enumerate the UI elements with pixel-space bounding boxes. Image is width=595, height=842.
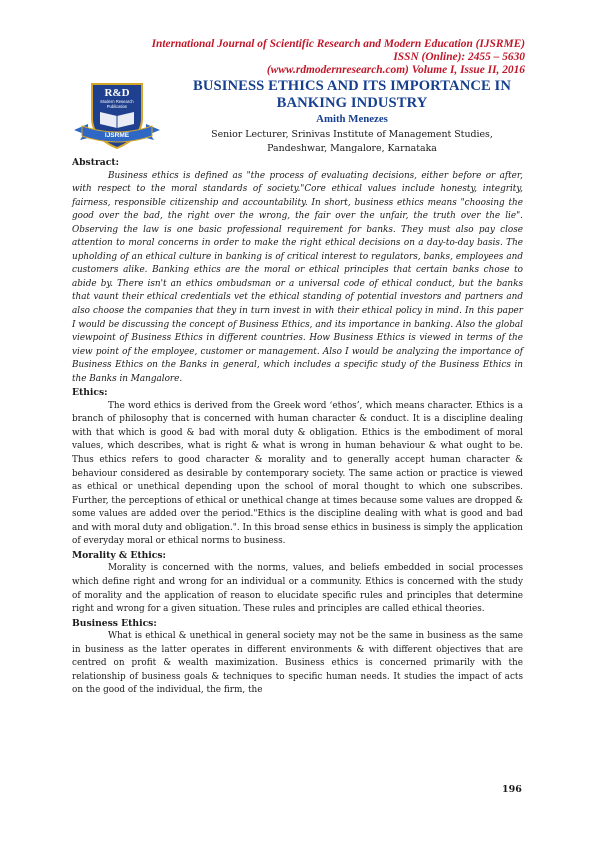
- journal-logo: [70, 78, 164, 152]
- logo-top-text: R&D: [104, 87, 130, 99]
- affiliation-line-2: Pandeshwar, Mangalore, Karnataka: [267, 143, 437, 154]
- morality-heading: Morality & Ethics:: [72, 549, 166, 561]
- logo-sub-text-1: Modern Research: [100, 99, 134, 104]
- paper-title-line-1: BUSINESS ETHICS AND ITS IMPORTANCE IN: [193, 78, 511, 94]
- paper-body: [72, 156, 523, 698]
- business-ethics-paragraph: What is ethical & unethical in general society may not be the same in business as the same in business as the latter operates in different environments & with different objectives that are centred on profit & wealth maximization. Business ethics is concerned primarily with the relationship of business goals & techniques to specific human needs. It studies the impact of acts on the good of the individual, the firm, the: [72, 631, 523, 696]
- logo-ribbon-text: IJSRME: [104, 132, 130, 139]
- abstract-heading: Abstract:: [72, 157, 119, 168]
- business-ethics-heading: Business Ethics:: [72, 617, 157, 629]
- affiliation-line-1: Senior Lecturer, Srinivas Institute of Management Studies,: [211, 129, 493, 140]
- author-name: Amith Menezes: [316, 113, 388, 125]
- journal-header: [105, 38, 525, 78]
- page-number: 196: [502, 784, 522, 795]
- logo-sub-text-2: Publication: [106, 104, 128, 109]
- paper-title: [186, 78, 518, 111]
- ethics-paragraph: The word ethics is derived from the Greek word ‘ethos’, which means character. Ethics is a branch of philosophy that is concerned with human character & conduct. It is a discipline dealing with that which is good & bad with moral duty & obligation. Ethics is the embodiment of moral values, which describes, what is right & what is wrong in human behaviour & what ought to be. Thus ethics refers to good character & morality and to generally accept human character & behaviour considered as desirable by contemporary society. The same action or practice is viewed as ethical or unethical depending upon the school of moral thought to which one subscribes. Further, the perceptions of ethical or unethical change at times because some values are dropped & some values are added over the period."Ethics is the discipline dealing with what is good and bad and with moral duty and obligation.". In this broad sense ethics in business is simply the application of everyday moral or ethical norms to business.: [72, 400, 523, 547]
- logo-emblem: [70, 78, 164, 152]
- journal-issn: ISSN (Online): 2455 – 5630: [393, 51, 525, 64]
- abstract-paragraph: Business ethics is defined as "the process of evaluating decisions, either before or after, with respect to the moral standards of society."Core ethical values include honesty, integrity, fairness, responsible citizenship and accountability. In short, business ethics means "choosing the good over the bad, the right over the wrong, the fair over the unfair, the truth over the lie". Observing the law is one basic professional requirement for banks. They must also pay close attention to moral concerns in order to make the right ethical decisions on a day-to-day basis. The upholding of an ethical culture in banking is of critical interest to regulators, banks, employees and customers alike. Banking ethics are the moral or ethical principles that certain banks chose to abide by. There isn't an ethics ombudsman or a universal code of ethical conduct, but the banks that vaunt their ethical credentials vet the ethical standing of potential investors and partners and also choose the companies that they in turn invest in with their ethical policy in mind. In this paper I would be discussing the concept of Business Ethics, and its importance in banking. Also the global viewpoint of Business Ethics in different countries. How Business Ethics is viewed in terms of the view point of the employee, customer or management. Also I would be analyzing the importance of Business Ethics on the Banks in general, which includes a specific study of the Business Ethics in the Banks in Mangalore.: [72, 170, 523, 384]
- journal-name: International Journal of Scientific Research and Modern Education (IJSRME): [151, 38, 525, 50]
- ethics-heading: Ethics:: [72, 387, 108, 399]
- journal-volume: (www.rdmodernresearch.com) Volume I, Issue II, 2016: [266, 64, 525, 77]
- morality-paragraph: Morality is concerned with the norms, values, and beliefs embedded in social processes which define right and wrong for an individual or a community. Ethics is concerned with the study of morality and the application of reason to elucidate specific rules and principles that determine right and wrong for a given situation. These rules and principles are called ethical theories.: [72, 563, 523, 615]
- paper-title-line-2: BANKING INDUSTRY: [276, 94, 428, 111]
- author-affiliation: [186, 128, 518, 156]
